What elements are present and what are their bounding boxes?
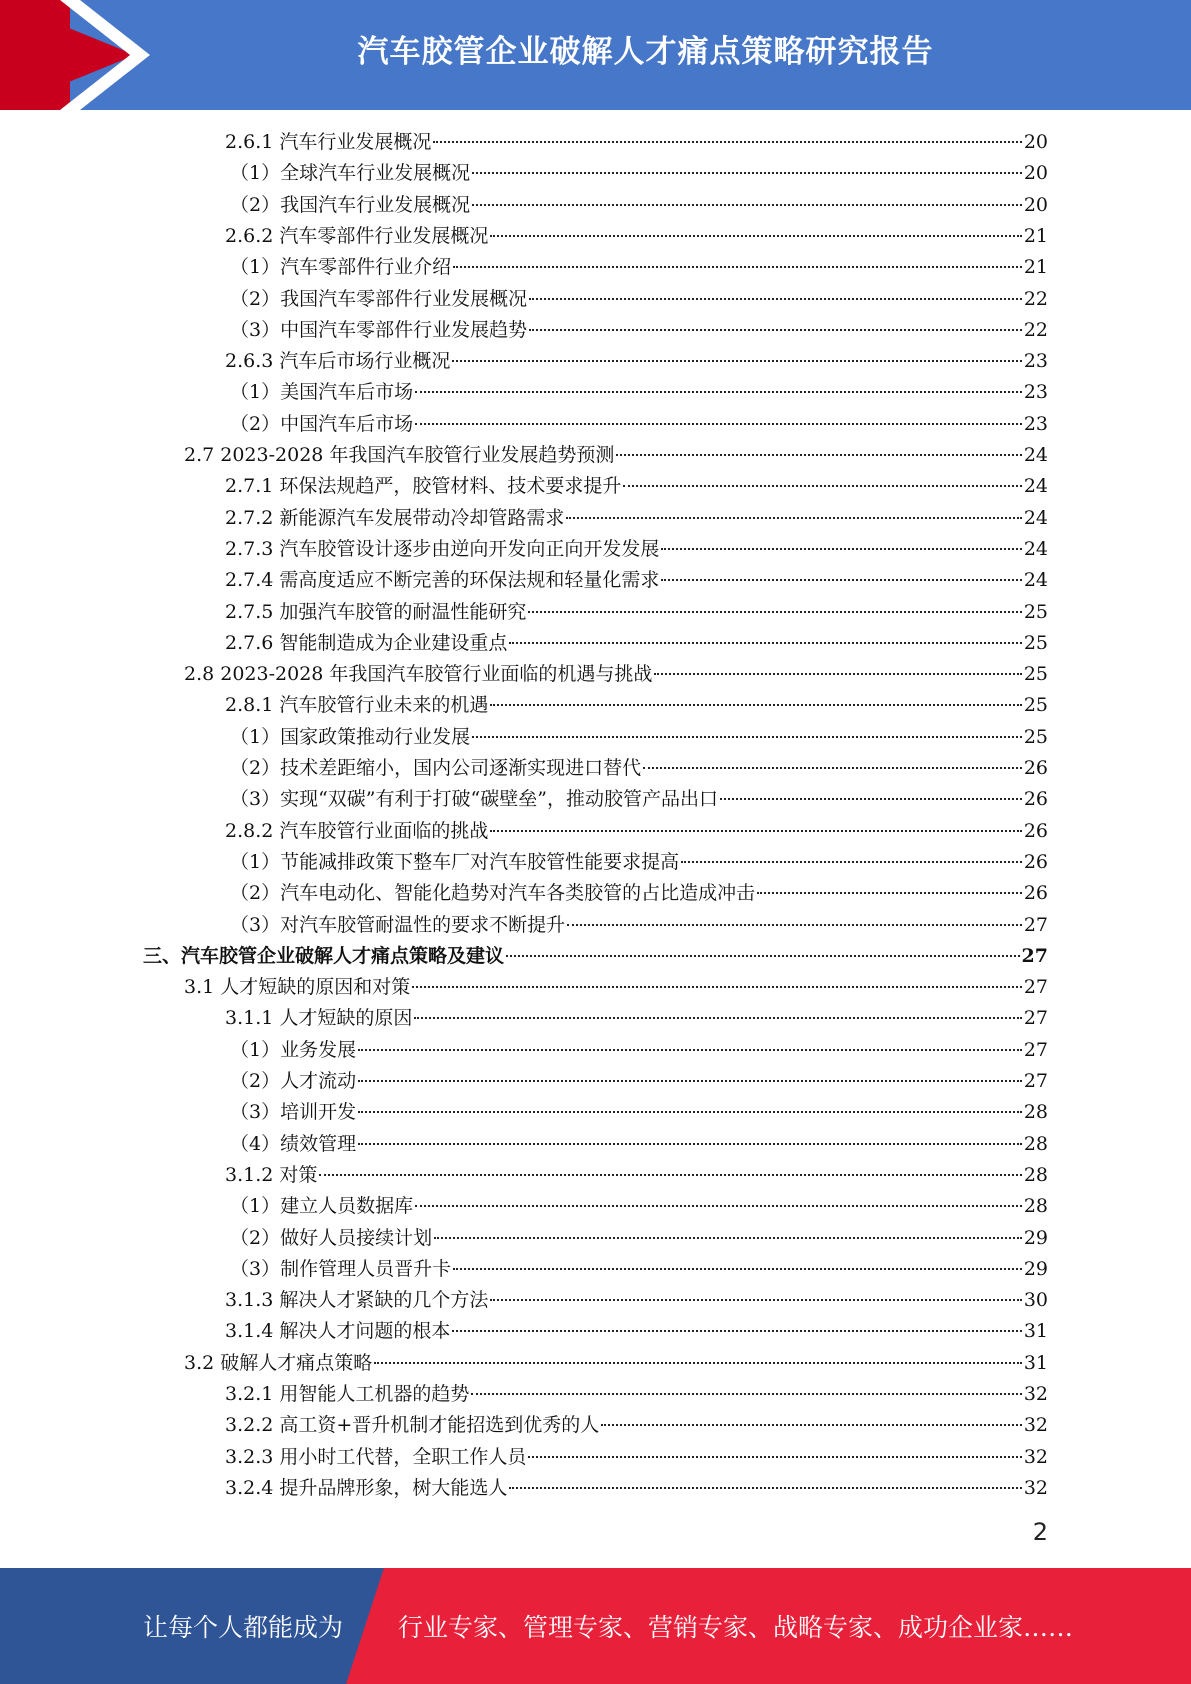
toc-entry-page: 20 [1023,131,1048,153]
toc-leader-dots [374,1362,1022,1364]
toc-entry-title: 2.8.2 汽车胶管行业面临的挑战 [225,820,489,842]
toc-leader-dots [757,892,1022,894]
toc-entry[interactable] [225,597,1048,628]
toc-leader-dots [509,1487,1021,1489]
toc-entry-page: 27 [1023,1039,1048,1061]
toc-leader-dots [415,391,1022,393]
toc-entry-title: 2.6.1 汽车行业发展概况 [225,131,432,153]
toc-entry[interactable] [230,190,1048,221]
toc-leader-dots [472,736,1022,738]
toc-entry-page: 32 [1023,1477,1048,1499]
toc-entry[interactable] [225,127,1048,158]
toc-entry[interactable] [225,1473,1048,1504]
toc-entry[interactable] [225,1003,1048,1034]
toc-entry[interactable] [225,1316,1048,1347]
toc-leader-dots [528,611,1021,613]
toc-entry-title: 2.7.1 环保法规趋严，胶管材料、技术要求提升 [225,475,622,497]
toc-entry-title: 2.6.2 汽车零部件行业发展概况 [225,225,489,247]
toc-entry-title: （2）人才流动 [230,1070,357,1092]
toc-entry-title: （2）汽车电动化、智能化趋势对汽车各类胶管的占比造成冲击 [230,882,756,904]
page-footer [0,1568,1191,1684]
toc-entry-page: 26 [1023,788,1048,810]
toc-entry-title: 3.1 人才短缺的原因和对策 [184,976,411,998]
toc-entry[interactable] [230,784,1048,815]
toc-entry-title: 三、汽车胶管企业破解人才痛点策略及建议 [143,945,505,967]
toc-entry-page: 27 [1023,1070,1048,1092]
toc-entry-title: （3）实现“双碳”有利于打破“碳壁垒”，推动胶管产品出口 [230,788,718,810]
toc-entry-page: 25 [1023,694,1048,716]
toc-entry[interactable] [225,221,1048,252]
toc-entry-title: （4）绩效管理 [230,1133,357,1155]
toc-leader-dots [472,172,1022,174]
toc-entry-page: 23 [1023,350,1048,372]
toc-entry-page: 24 [1023,507,1048,529]
toc-entry-page: 22 [1023,288,1048,310]
toc-entry-page: 31 [1023,1352,1048,1374]
toc-leader-dots [414,1017,1021,1019]
toc-leader-dots [506,955,1020,957]
toc-entry[interactable] [230,910,1048,941]
toc-entry[interactable] [230,1097,1048,1128]
toc-leader-dots [643,767,1022,769]
toc-entry-title: 3.1.4 解决人才问题的根本 [225,1320,451,1342]
toc-entry-title: （3）对汽车胶管耐温性的要求不断提升 [230,914,566,936]
toc-leader-dots [358,1049,1022,1051]
toc-entry-title: 2.8 2023-2028 年我国汽车胶管行业面临的机遇与挑战 [184,663,653,685]
page-header [0,0,1191,110]
toc-entry-page: 32 [1023,1383,1048,1405]
toc-entry[interactable] [230,753,1048,784]
toc-entry-title: （1）全球汽车行业发展概况 [230,162,471,184]
toc-entry-page: 29 [1023,1227,1048,1249]
toc-entry[interactable] [225,346,1048,377]
toc-entry-page: 27 [1023,976,1048,998]
toc-entry-page: 30 [1023,1289,1048,1311]
toc-leader-dots [681,861,1022,863]
toc-leader-dots [452,360,1021,362]
toc-leader-dots [661,548,1021,550]
toc-entry-title: （3）制作管理人员晋升卡 [230,1258,452,1280]
toc-entry-title: 2.7.6 智能制造成为企业建设重点 [225,632,508,654]
toc-entry[interactable] [225,1285,1048,1316]
toc-entry[interactable] [230,1129,1048,1160]
toc-entry-title: （2）中国汽车后市场 [230,413,414,435]
toc-entry-title: 2.7.2 新能源汽车发展带动冷却管路需求 [225,507,565,529]
toc-entry[interactable] [230,1254,1048,1285]
toc-entry[interactable] [225,1379,1048,1410]
toc-entry-page: 25 [1023,601,1048,623]
toc-entry-title: 2.7.4 需高度适应不断完善的环保法规和轻量化需求 [225,569,660,591]
toc-entry-title: 2.7.3 汽车胶管设计逐步由逆向开发向正向开发发展 [225,538,660,560]
toc-leader-dots [412,986,1022,988]
toc-entry-title: （2）我国汽车行业发展概况 [230,194,471,216]
toc-entry[interactable] [225,1442,1048,1473]
toc-entry-page: 27 [1023,1007,1048,1029]
toc-entry[interactable] [230,1035,1048,1066]
toc-entry-page: 26 [1023,851,1048,873]
toc-entry[interactable] [225,565,1048,596]
footer-slogan-right: 行业专家、管理专家、营销专家、战略专家、成功企业家…… [398,1613,1074,1642]
toc-entry-title: 3.2.1 用智能人工机器的趋势 [225,1383,470,1405]
toc-entry[interactable] [225,1410,1048,1441]
toc-entry-title: （1）节能减排政策下整车厂对汽车胶管性能要求提高 [230,851,680,873]
toc-entry-title: （1）美国汽车后市场 [230,381,414,403]
toc-entry-page: 23 [1023,381,1048,403]
toc-entry-page: 26 [1023,757,1048,779]
toc-entry[interactable] [230,252,1048,283]
toc-entry-page: 24 [1023,569,1048,591]
toc-entry-page: 27 [1021,945,1048,967]
toc-leader-dots [490,235,1021,237]
toc-leader-dots [358,1111,1022,1113]
toc-entry-page: 24 [1023,538,1048,560]
toc-leader-dots [529,329,1022,331]
toc-leader-dots [452,1330,1021,1332]
toc-entry-page: 23 [1023,413,1048,435]
toc-entry-page: 32 [1023,1414,1048,1436]
toc-leader-dots [358,1143,1022,1145]
toc-leader-dots [490,704,1021,706]
toc-entry[interactable] [230,1066,1048,1097]
toc-entry-title: 3.2.4 提升品牌形象，树大能选人 [225,1477,508,1499]
footer-slogan-left: 让每个人都能成为 [143,1613,344,1642]
toc-leader-dots [529,298,1022,300]
toc-leader-dots [358,1080,1022,1082]
toc-leader-dots [434,1237,1022,1239]
toc-entry-title: （1）国家政策推动行业发展 [230,726,471,748]
toc-entry[interactable] [225,503,1048,534]
toc-entry-page: 20 [1023,194,1048,216]
toc-leader-dots [471,1393,1021,1395]
toc-entry-page: 21 [1023,225,1048,247]
toc-entry[interactable] [225,628,1048,659]
toc-entry-title: （3）培训开发 [230,1101,357,1123]
toc-entry[interactable] [184,972,1048,1003]
toc-entry[interactable] [230,409,1048,440]
toc-entry-page: 25 [1023,632,1048,654]
toc-entry-title: 2.7 2023-2028 年我国汽车胶管行业发展趋势预测 [184,444,615,466]
toc-entry-title: （2）我国汽车零部件行业发展概况 [230,288,528,310]
toc-entry-page: 26 [1023,820,1048,842]
toc-entry[interactable] [230,722,1048,753]
toc-entry-page: 25 [1023,663,1048,685]
toc-leader-dots [453,266,1022,268]
page-number: 2 [1032,1518,1048,1546]
toc-entry-page: 24 [1023,444,1048,466]
toc-leader-dots [566,517,1021,519]
toc-entry-title: 3.2.2 高工资+晋升机制才能招选到优秀的人 [225,1414,600,1436]
toc-entry-page: 27 [1023,914,1048,936]
toc-entry-title: （1）建立人员数据库 [230,1195,414,1217]
toc-entry-title: 3.1.2 对策 [225,1164,318,1186]
toc-leader-dots [453,1268,1022,1270]
toc-entry-title: 3.1.3 解决人才紧缺的几个方法 [225,1289,489,1311]
toc-entry[interactable] [225,534,1048,565]
toc-entry-title: （3）中国汽车零部件行业发展趋势 [230,319,528,341]
toc-entry-title: 3.1.1 人才短缺的原因 [225,1007,413,1029]
toc-leader-dots [319,1174,1021,1176]
toc-leader-dots [509,642,1021,644]
toc-entry[interactable] [225,471,1048,502]
toc-entry[interactable] [230,284,1048,315]
header-white-chevron-icon [0,0,150,110]
toc-entry-title: （2）技术差距缩小，国内公司逐渐实现进口替代 [230,757,642,779]
toc-entry-page: 26 [1023,882,1048,904]
toc-leader-dots [490,830,1021,832]
toc-entry[interactable] [230,1223,1048,1254]
toc-entry[interactable] [184,1348,1048,1379]
toc-entry[interactable] [225,816,1048,847]
toc-leader-dots [433,141,1021,143]
toc-entry[interactable] [230,377,1048,408]
toc-leader-dots [472,204,1022,206]
toc-entry-title: 2.7.5 加强汽车胶管的耐温性能研究 [225,601,527,623]
toc-leader-dots [616,454,1021,456]
toc-entry-page: 31 [1023,1320,1048,1342]
toc-leader-dots [415,1205,1022,1207]
toc-entry-page: 28 [1023,1195,1048,1217]
toc-entry-title: （2）做好人员接续计划 [230,1227,433,1249]
toc-entry-title: 3.2 破解人才痛点策略 [184,1352,373,1374]
toc-entry[interactable] [230,847,1048,878]
toc-entry[interactable] [184,659,1048,690]
toc-leader-dots [720,798,1022,800]
toc-entry[interactable] [230,1191,1048,1222]
toc-entry[interactable] [230,878,1048,909]
toc-entry[interactable] [230,158,1048,189]
toc-entry-page: 28 [1023,1133,1048,1155]
toc-leader-dots [623,485,1021,487]
toc-leader-dots [567,924,1022,926]
toc-leader-dots [415,423,1022,425]
toc-entry-title: 2.8.1 汽车胶管行业未来的机遇 [225,694,489,716]
toc-entry[interactable] [230,315,1048,346]
toc-leader-dots [490,1299,1021,1301]
toc-entry-page: 21 [1023,256,1048,278]
header-title: 汽车胶管企业破解人才痛点策略研究报告 [357,34,934,70]
toc-entry[interactable] [225,1160,1048,1191]
toc-entry[interactable] [184,440,1048,471]
toc-entry-page: 25 [1023,726,1048,748]
toc-entry-page: 24 [1023,475,1048,497]
toc-entry-page: 20 [1023,162,1048,184]
toc-entry-page: 28 [1023,1101,1048,1123]
toc-entry-title: （1）业务发展 [230,1039,357,1061]
toc-entry[interactable] [225,690,1048,721]
toc-entry-title: 3.2.3 用小时工代替，全职工作人员 [225,1446,527,1468]
toc-leader-dots [654,673,1021,675]
toc-entry[interactable] [143,941,1048,972]
toc-entry-page: 22 [1023,319,1048,341]
toc-leader-dots [528,1456,1021,1458]
toc-entry-page: 32 [1023,1446,1048,1468]
toc-leader-dots [661,579,1021,581]
toc-entry-page: 29 [1023,1258,1048,1280]
toc-entry-title: （1）汽车零部件行业介绍 [230,256,452,278]
toc-entry-page: 28 [1023,1164,1048,1186]
toc-leader-dots [601,1424,1022,1426]
toc-entry-title: 2.6.3 汽车后市场行业概况 [225,350,451,372]
